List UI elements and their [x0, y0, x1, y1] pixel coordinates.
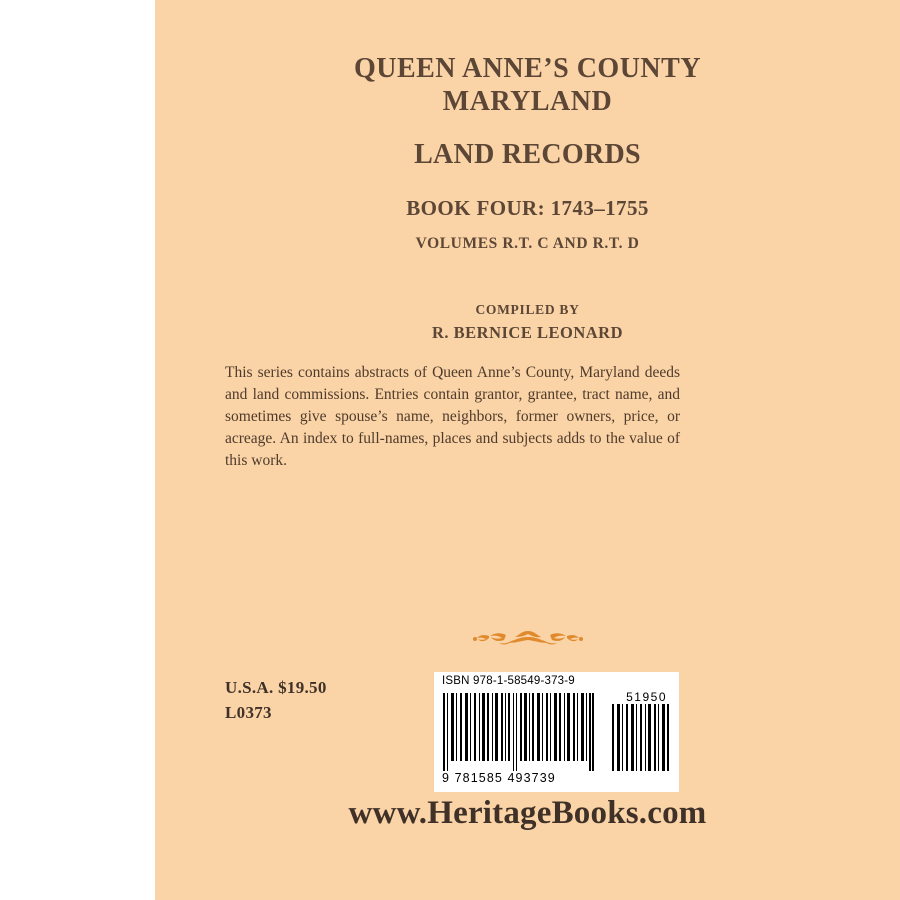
- title-block: [155, 52, 900, 253]
- subtitle: LAND RECORDS: [414, 139, 641, 171]
- barcode-addon-digits: 51950: [626, 690, 667, 704]
- price-block: [225, 676, 327, 725]
- barcode-main-bars: [443, 693, 594, 771]
- price-line: U.S.A. $19.50: [225, 678, 327, 697]
- ornament-flourish-icon: [453, 628, 603, 648]
- volumes-line: VOLUMES R.T. C AND R.T. D: [415, 235, 640, 253]
- page-title: [155, 52, 900, 118]
- description-text: This series contains abstracts of Queen Anne’s County, Maryland deeds and land commissions. Entries contain grantor, grantee, tract name, and sometimes give spouse’s name, neighbors, former owners, price, or acreage. An index to full-names, places and subjects adds to the value of this work.: [225, 364, 680, 469]
- isbn-text: ISBN 978-1-58549-373-9: [442, 675, 575, 687]
- compiled-by-label: COMPILED BY: [475, 302, 580, 317]
- book-back-cover: [155, 0, 900, 900]
- barcode-addon-bars: [612, 704, 670, 771]
- title-line-1: QUEEN ANNE’S COUNTY: [353, 53, 702, 84]
- author-name: R. BERNICE LEONARD: [432, 323, 623, 342]
- publisher-website: www.HeritageBooks.com: [348, 795, 707, 831]
- barcode: [434, 672, 679, 792]
- book-number-and-years: BOOK FOUR: 1743–1755: [406, 196, 649, 221]
- credits-block: [155, 302, 900, 343]
- ornament-divider: [155, 628, 900, 652]
- item-code-line: L0373: [225, 702, 272, 722]
- title-line-2: MARYLAND: [442, 86, 613, 118]
- barcode-ean-digits: 9 781585 493739: [442, 771, 556, 785]
